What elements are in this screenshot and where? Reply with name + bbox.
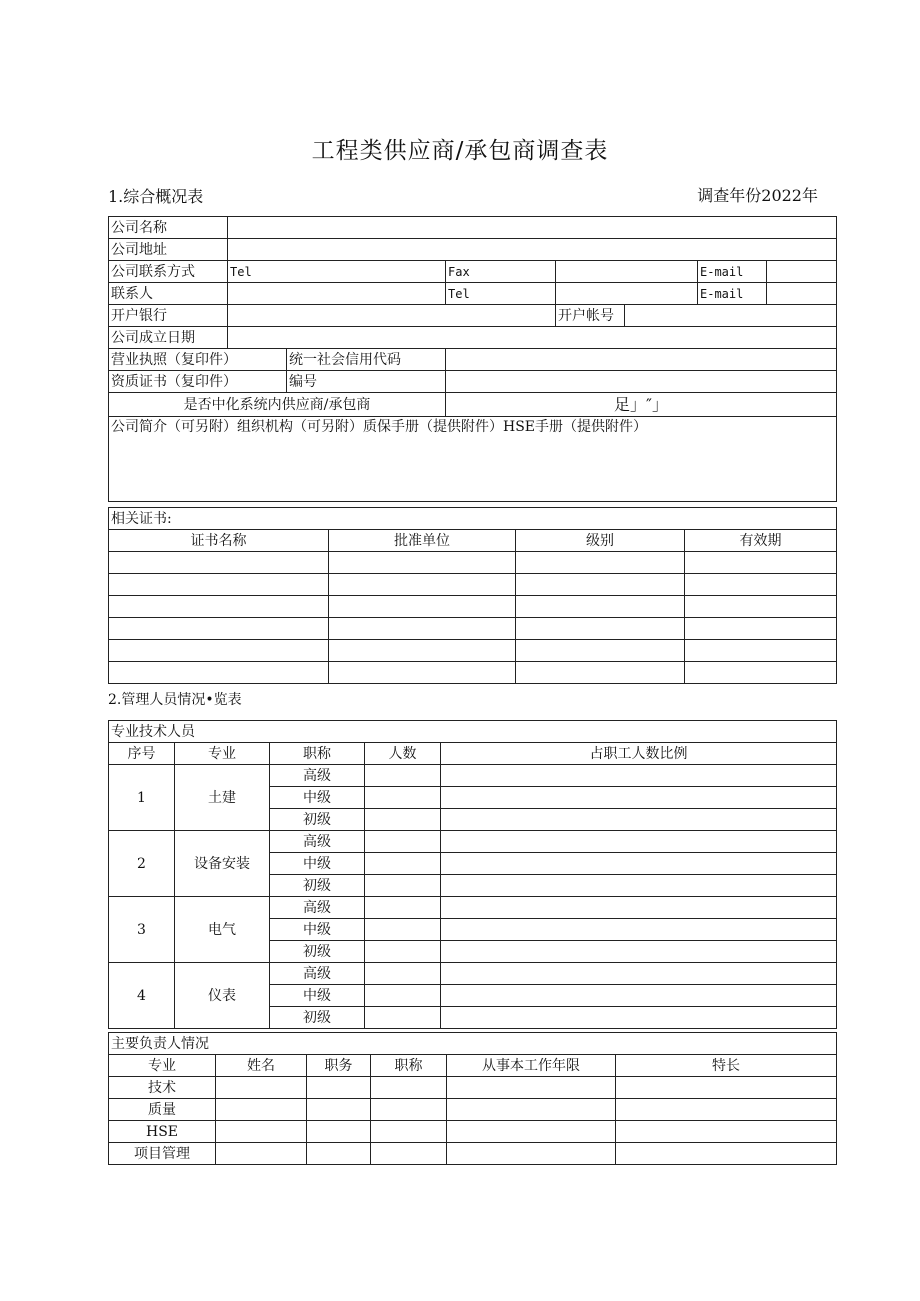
ratio-cell[interactable] [441,809,837,831]
license-label: 营业执照（复印件） [109,349,287,371]
tel-label: Tel [230,264,252,279]
cert-cell[interactable] [516,574,685,596]
group-major: 设备安装 [175,831,270,897]
cert-cell[interactable] [329,574,516,596]
cert-cell[interactable] [329,618,516,640]
fax-label: Fax [448,264,470,279]
cert-cell[interactable] [516,618,685,640]
leader-header-years: 从事本工作年限 [447,1055,616,1077]
contact-email-field[interactable] [767,283,837,305]
company-address-label: 公司地址 [109,239,228,261]
leader-cell[interactable] [371,1077,447,1099]
level-senior: 高级 [270,963,365,985]
leader-cell[interactable] [216,1099,307,1121]
bank-label: 开户银行 [109,305,228,327]
cert-cell[interactable] [329,640,516,662]
bank-field[interactable] [228,305,556,327]
company-intro-label: 公司简介（可另附）组织机构（可另附）质保手册（提供附件）HSE手册（提供附件） [111,419,648,435]
leader-cell[interactable] [447,1077,616,1099]
leader-cell[interactable] [307,1143,371,1165]
cert-cell[interactable] [329,662,516,684]
staff-header-count: 人数 [365,743,441,765]
leaders-table [108,1032,837,1165]
cert-cell[interactable] [329,552,516,574]
cert-header-validity: 有效期 [685,530,837,552]
email-label: E-mail [700,286,744,301]
cert-label: 相关证书: [109,508,837,530]
leader-row [109,1121,837,1143]
cert-row [109,618,837,640]
level-junior: 初级 [270,875,365,897]
ratio-cell[interactable] [441,919,837,941]
count-cell[interactable] [365,875,441,897]
credit-code-label: 统一社会信用代码 [287,349,446,371]
company-address-field[interactable] [228,239,837,261]
survey-year: 调查年份2022年 [697,186,818,205]
level-junior: 初级 [270,941,365,963]
cert-cell[interactable] [109,640,329,662]
cert-cell[interactable] [109,618,329,640]
ratio-cell[interactable] [441,1007,837,1029]
cert-cell[interactable] [109,574,329,596]
cert-cell[interactable] [685,662,837,684]
count-cell[interactable] [365,765,441,787]
leader-row [109,1077,837,1099]
company-name-label: 公司名称 [109,217,228,239]
cert-header-name: 证书名称 [109,530,329,552]
ratio-cell[interactable] [441,985,837,1007]
count-cell[interactable] [365,985,441,1007]
cert-cell[interactable] [685,552,837,574]
company-fax-label-cell [446,261,556,283]
group-no: 4 [109,963,175,1029]
cert-cell[interactable] [516,640,685,662]
leader-cell[interactable] [216,1077,307,1099]
leader-cell[interactable] [307,1121,371,1143]
count-cell[interactable] [365,787,441,809]
leader-cell[interactable] [307,1099,371,1121]
contact-email-label-cell [698,283,767,305]
leader-header-major: 专业 [109,1055,216,1077]
number-field[interactable] [446,371,837,393]
count-cell[interactable] [365,831,441,853]
company-tel-field[interactable] [228,261,446,283]
leader-cell[interactable] [447,1121,616,1143]
cert-cell[interactable] [685,640,837,662]
contact-tel-field[interactable] [556,283,698,305]
group-no: 1 [109,765,175,831]
level-intermediate: 中级 [270,985,365,1007]
staff-header-no: 序号 [109,743,175,765]
group-major: 土建 [175,765,270,831]
leader-header-title: 职称 [371,1055,447,1077]
general-info-table [108,216,837,502]
tech-staff-table [108,720,837,1029]
leader-cell[interactable] [616,1121,837,1143]
leader-cell[interactable] [371,1143,447,1165]
group-no: 3 [109,897,175,963]
cert-cell[interactable] [516,596,685,618]
sinochem-question: 是否中化系统内供应商/承包商 [109,393,446,417]
staff-header-title: 职称 [270,743,365,765]
cert-row [109,596,837,618]
company-email-label-cell [698,261,767,283]
leader-cell[interactable] [447,1099,616,1121]
group-no: 2 [109,831,175,897]
level-intermediate: 中级 [270,853,365,875]
group-major: 仪表 [175,963,270,1029]
ratio-cell[interactable] [441,963,837,985]
account-label: 开户帐号 [556,305,625,327]
cert-row [109,552,837,574]
company-email-field[interactable] [767,261,837,283]
tel-label: Tel [448,286,470,301]
cert-cell[interactable] [685,618,837,640]
section2-heading: 2.管理人员情况•览表 [108,692,242,708]
company-name-field[interactable] [228,217,837,239]
cert-cell[interactable] [109,596,329,618]
count-cell[interactable] [365,919,441,941]
level-intermediate: 中级 [270,919,365,941]
level-senior: 高级 [270,831,365,853]
cert-cell[interactable] [109,552,329,574]
email-label: E-mail [700,264,744,279]
leader-cell[interactable] [616,1077,837,1099]
leader-header-position: 职务 [307,1055,371,1077]
page-title: 工程类供应商/承包商调查表 [311,138,609,164]
leader-cell[interactable] [371,1121,447,1143]
count-cell[interactable] [365,809,441,831]
level-intermediate: 中级 [270,787,365,809]
count-cell[interactable] [365,897,441,919]
leaders-label: 主要负责人情况 [109,1033,837,1055]
founded-label: 公司成立日期 [109,327,228,349]
company-intro-field[interactable] [109,417,837,502]
cert-header-level: 级别 [516,530,685,552]
level-senior: 高级 [270,897,365,919]
cert-row [109,574,837,596]
cert-cell[interactable] [109,662,329,684]
contact-tel-label-cell [446,283,556,305]
leader-cell[interactable] [216,1121,307,1143]
cert-cell[interactable] [516,552,685,574]
leader-major: 项目管理 [109,1143,216,1165]
leader-header-name: 姓名 [216,1055,307,1077]
staff-header-major: 专业 [175,743,270,765]
count-cell[interactable] [365,1007,441,1029]
level-junior: 初级 [270,1007,365,1029]
group-major: 电气 [175,897,270,963]
certificates-table [108,507,837,684]
tech-staff-label: 专业技术人员 [109,721,837,743]
leader-cell[interactable] [307,1077,371,1099]
contact-person-field[interactable] [228,283,446,305]
ratio-cell[interactable] [441,853,837,875]
leader-cell[interactable] [616,1143,837,1165]
staff-header-ratio: 占职工人数比例 [441,743,837,765]
leader-row [109,1143,837,1165]
account-field[interactable] [625,305,837,327]
section1-heading: 1.综合概况表 [108,187,204,206]
credit-code-field[interactable] [446,349,837,371]
qualification-label: 资质证书（复印件） [109,371,287,393]
leader-major: HSE [109,1121,216,1143]
ratio-cell[interactable] [441,765,837,787]
leader-cell[interactable] [216,1143,307,1165]
count-cell[interactable] [365,963,441,985]
ratio-cell[interactable] [441,831,837,853]
ratio-cell[interactable] [441,787,837,809]
cert-cell[interactable] [685,574,837,596]
leader-cell[interactable] [616,1099,837,1121]
level-senior: 高级 [270,765,365,787]
leader-cell[interactable] [447,1143,616,1165]
contact-person-label: 联系人 [109,283,228,305]
company-fax-field[interactable] [556,261,698,283]
cert-cell[interactable] [516,662,685,684]
founded-field[interactable] [228,327,837,349]
number-label: 编号 [287,371,446,393]
ratio-cell[interactable] [441,875,837,897]
count-cell[interactable] [365,941,441,963]
ratio-cell[interactable] [441,941,837,963]
ratio-cell[interactable] [441,897,837,919]
level-junior: 初级 [270,809,365,831]
leader-major: 质量 [109,1099,216,1121]
sinochem-answer[interactable]: 足」″」 [446,393,837,417]
count-cell[interactable] [365,853,441,875]
cert-row [109,662,837,684]
cert-cell[interactable] [685,596,837,618]
contact-method-label: 公司联系方式 [109,261,228,283]
cert-header-issuer: 批准单位 [329,530,516,552]
leader-row [109,1099,837,1121]
leader-cell[interactable] [371,1099,447,1121]
leader-major: 技术 [109,1077,216,1099]
cert-row [109,640,837,662]
leader-header-specialty: 特长 [616,1055,837,1077]
cert-cell[interactable] [329,596,516,618]
